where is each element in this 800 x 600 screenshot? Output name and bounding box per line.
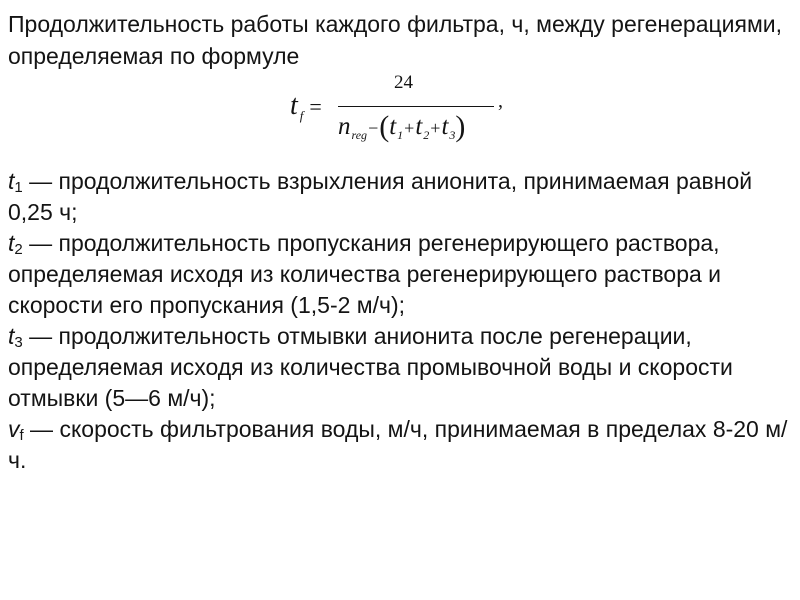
den-t2-subscript: 2	[423, 128, 430, 142]
formula-numerator: 24	[394, 72, 413, 93]
definition-symbol	[8, 323, 23, 349]
den-open-paren: (	[379, 110, 390, 143]
symbol-letter: t	[8, 323, 15, 349]
den-t1-symbol: t	[389, 113, 397, 140]
symbol-letter: t	[8, 230, 15, 256]
definition-text: — продолжительность отмывки анионита после регенерации, определяемая исходя из количества промывочной воды и скорости отмывки (5—6 м/ч);	[8, 323, 733, 411]
den-t2-symbol: t	[415, 113, 423, 140]
definition-t2	[8, 228, 792, 321]
definition-symbol	[8, 416, 24, 442]
den-plus-2: +	[430, 118, 441, 138]
definition-symbol	[8, 168, 23, 194]
symbol-letter: v	[8, 416, 20, 442]
symbol-subscript: 1	[14, 179, 23, 196]
intro-paragraph: Продолжительность работы каждого фильтра, ч, между регенерациями, определяемая по формуле	[8, 11, 783, 69]
definition-vf	[8, 414, 792, 476]
fraction-bar	[338, 106, 494, 107]
formula-denominator	[338, 108, 465, 142]
den-plus-1: +	[404, 118, 415, 138]
formula-equals: =	[309, 94, 322, 119]
formula-comma: ,	[498, 90, 503, 112]
formula-lhs	[290, 90, 322, 122]
definitions-list	[8, 166, 792, 476]
definition-symbol	[8, 230, 23, 256]
definition-t1	[8, 166, 792, 228]
den-t3-symbol: t	[441, 113, 449, 140]
definition-text: — продолжительность пропускания регенерирующего раствора, определяемая исходя из количества регенерирующего раствора и скорости его пропускания (1,5-2 м/ч);	[8, 230, 722, 318]
den-close-paren: )	[455, 110, 466, 143]
den-minus: −	[368, 118, 379, 138]
den-t1-subscript: 1	[397, 128, 404, 142]
definition-text: — скорость фильтрования воды, м/ч, принимаемая в пределах 8-20 м/ч.	[8, 416, 788, 473]
symbol-subscript: f	[19, 427, 24, 444]
symbol-letter: t	[8, 168, 15, 194]
den-t3-subscript: 3	[449, 128, 456, 142]
formula-lhs-symbol: t	[290, 90, 298, 121]
formula	[290, 72, 550, 143]
symbol-subscript: 3	[14, 334, 23, 351]
definition-t3	[8, 321, 792, 414]
definition-text: — продолжительность взрыхления анионита, принимаемая равной 0,25 ч;	[8, 168, 753, 225]
den-n-subscript: reg	[351, 128, 368, 142]
formula-lhs-subscript: f	[299, 108, 304, 123]
symbol-subscript: 2	[14, 241, 23, 258]
den-n-symbol: n	[338, 113, 351, 140]
